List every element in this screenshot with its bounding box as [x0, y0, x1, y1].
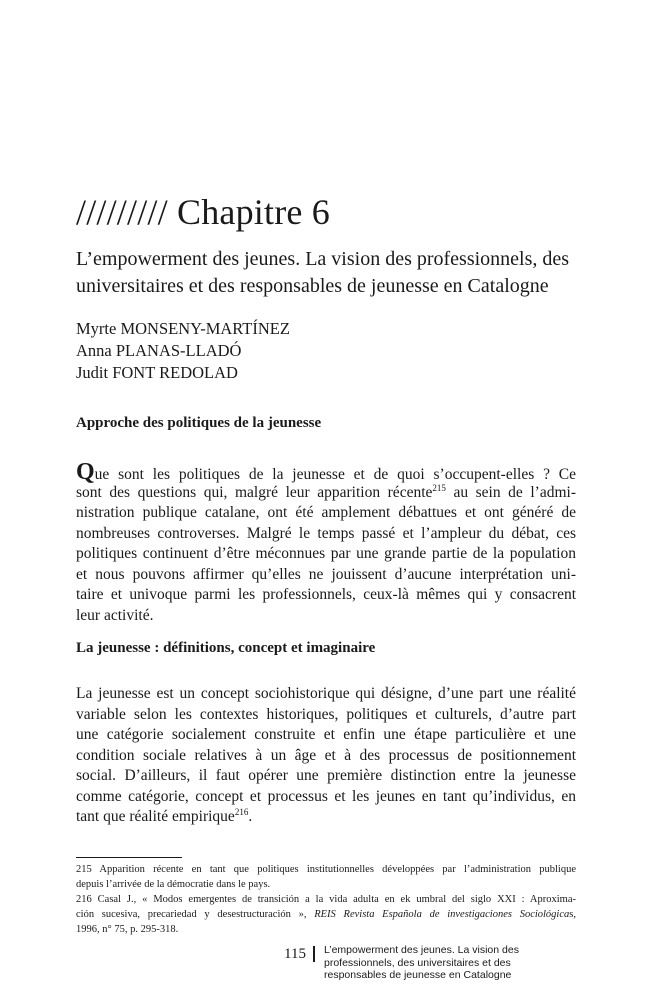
paragraph — [76, 459, 576, 626]
running-title-line: responsables de jeunesse en Catalogne — [324, 969, 512, 981]
page-number: 115 — [284, 946, 306, 962]
author-name: Judit FONT REDOLAD — [76, 363, 238, 382]
footnote-ref: 216 — [234, 807, 249, 817]
text-line: variable selon les contextes historiques, politiques et culturels, d’autre part — [76, 705, 576, 723]
footnote-line: 1996, n° 75, p. 295-318. — [76, 924, 179, 935]
line-text: . — [248, 808, 253, 825]
running-title-line: professionnels, des universitaires et des — [324, 956, 511, 969]
text-line — [76, 807, 576, 828]
text-line: condition sociale relatives à un âge et à des processus de positionnement — [76, 746, 576, 764]
footer-separator — [313, 946, 315, 962]
footnote-line — [76, 907, 576, 922]
journal-title: REIS Revista Española de investigaciones Sociológica — [314, 909, 570, 920]
line-text: au sein de l’admi- — [445, 483, 576, 501]
subtitle-line: universitaires et des responsables de jeunesse en Catalogne — [76, 275, 549, 297]
running-title — [324, 944, 519, 982]
line-text: ue sont les politiques de la jeunesse et de quoi s’occupent-elles ? Ce — [94, 466, 576, 483]
paragraph — [76, 684, 576, 828]
text-line: leur activité. — [76, 606, 154, 624]
text-line: comme catégorie, concept et processus et les jeunes en tant qu’individus, en — [76, 787, 576, 805]
footnotes — [76, 862, 576, 937]
text-line: politiques continuent d’être méconnues par une grande partie de la population — [76, 545, 576, 562]
line-text: tant que réalité empirique — [76, 808, 235, 825]
running-title-line: L’empowerment des jeunes. La vision des — [324, 944, 519, 956]
text-line: nombreuses controverses. Malgré le temps passé et l’ampleur du débat, ces — [76, 524, 576, 542]
footnote-line: depuis l’arrivée de la démocratie dans le pays. — [76, 879, 271, 890]
footnote-line: 215 Apparition récente en tant que politiques institutionnelles développées par l’administration publique — [76, 864, 576, 875]
text-line: social. D’ailleurs, il faut opérer une première distinction entre la jeunesse — [76, 767, 576, 784]
text-line — [76, 483, 576, 504]
subtitle-line: L’empowerment des jeunes. La vision des professionnels, des — [76, 248, 570, 270]
text-line: et nous pouvons affirmer qu’elles ne jouissent d’aucune interprétation uni- — [76, 565, 576, 583]
chapter-subtitle — [76, 246, 581, 300]
text-line: taire et univoque parmi les professionnels, ceux-là mêmes qui y consacrent — [76, 586, 576, 603]
line-text: sont des questions qui, malgré leur apparition récente — [76, 483, 433, 501]
text-line: nistration publique catalane, ont été amplement débattues et ont généré de — [76, 504, 576, 521]
text-line: une catégorie socialement construite et enfin une étape particulière et une — [76, 726, 576, 743]
section-heading: Approche des politiques de la jeunesse — [76, 415, 322, 431]
section-heading: La jeunesse : définitions, concept et imaginaire — [76, 640, 376, 656]
text-line: La jeunesse est un concept sociohistorique qui désigne, d’une part une réalité — [76, 685, 576, 702]
author-name: Anna PLANAS-LLADÓ — [76, 341, 242, 360]
text-line — [76, 459, 576, 485]
author-list — [76, 318, 290, 384]
chapter-title: ///////// Chapitre 6 — [76, 192, 330, 232]
drop-cap: Q — [76, 459, 95, 485]
footnote-ref: 215 — [432, 482, 446, 493]
author-name: Myrte MONSENY-MARTÍNEZ — [76, 319, 290, 338]
footnote-divider — [76, 857, 182, 858]
footnote-text: ción sucesiva, precariedad y desestructuración », — [76, 909, 315, 920]
footnote-text: s, — [569, 909, 576, 920]
footnote-line: 216 Casal J., « Modos emergentes de transición a la vida adulta en ek umbral del siglo XXI : Aproxima- — [76, 894, 576, 905]
